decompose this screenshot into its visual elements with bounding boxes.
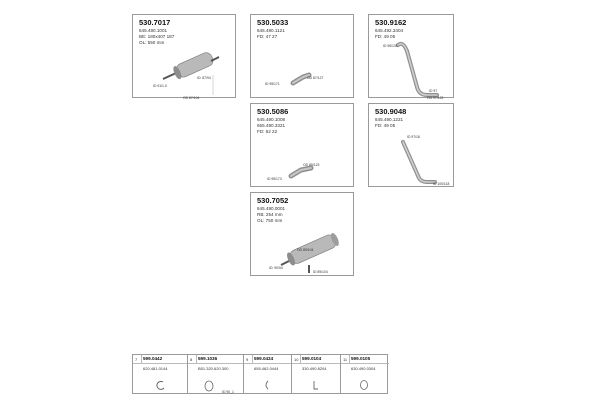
part-number: 645.492.3404 <box>375 28 404 33</box>
part-card-530-7017 <box>132 14 236 98</box>
part-code: 530.7052 <box>257 196 289 205</box>
accessory-cell <box>292 355 341 393</box>
part-label: ID 100/118 <box>433 182 450 186</box>
accessory-code: 599.1036 <box>198 356 218 361</box>
part-spec: FD: 62 22 <box>257 129 278 134</box>
part-card-530-7052 <box>250 192 354 276</box>
part-number: 645.490.1121 <box>257 28 285 33</box>
part-label: ID: 87/94 <box>197 76 211 80</box>
part-spec: BE: 180x407 187 <box>139 34 175 39</box>
part-code: 530.9162 <box>375 18 407 27</box>
part-label: OD 87/104 <box>183 96 200 99</box>
gasket-icon <box>292 355 341 395</box>
accessory-code: 599.0442 <box>143 356 163 361</box>
part-code: 530.7017 <box>139 18 171 27</box>
part-label: ID 95/171 <box>265 82 280 86</box>
part-number: 645.490.1221 <box>375 117 404 122</box>
accessory-cell <box>188 355 244 393</box>
accessory-code: 599.0104 <box>302 356 322 361</box>
bracket-icon <box>244 355 292 395</box>
accessory-ref: 655.462.0444 <box>254 366 279 371</box>
part-label: OD 89/123 <box>303 163 320 167</box>
part-label: ID 91/1.0 <box>153 84 167 88</box>
part-spec: FD: 47 27 <box>257 34 278 39</box>
part-label: ID 97 <box>429 89 438 93</box>
part-number: 645.490.1001 <box>139 28 168 33</box>
part-card-530-5086 <box>250 103 354 187</box>
ring-icon <box>341 355 389 395</box>
part-spec: RB: 254 mm <box>257 212 283 217</box>
accessory-code: 599.0105 <box>351 356 371 361</box>
part-label: ID: 90/94 <box>269 266 283 270</box>
part-spec: FD: 49 05 <box>375 34 396 39</box>
part-spec: FD: 49 05 <box>375 123 396 128</box>
accessory-index: 10 <box>294 356 299 362</box>
part-card-530-9162 <box>368 14 454 98</box>
part-number: 645.490.0001 <box>257 206 286 211</box>
accessory-ref: 630.490.0304 <box>351 366 376 371</box>
part-code: 530.9048 <box>375 107 407 116</box>
accessory-index: 8 <box>190 356 193 362</box>
part-number: 655.490.3321 <box>257 123 286 128</box>
part-card-530-5033 <box>250 14 354 98</box>
clamp-icon <box>133 355 188 395</box>
accessory-index: 7 <box>135 356 138 362</box>
accessory-ref: 330.490.8204 <box>302 366 327 371</box>
accessory-index: 9 <box>246 356 249 362</box>
part-label: ID 95/131 <box>383 44 398 48</box>
accessories-strip <box>132 354 388 394</box>
part-code: 530.5033 <box>257 18 289 27</box>
part-label: ID 89/104 <box>313 270 328 274</box>
accessory-cell <box>341 355 389 393</box>
accessory-ref: 620.481.0144 <box>143 366 168 371</box>
ring-icon <box>188 355 244 395</box>
accessory-ref: B51.320.620.300 <box>198 366 229 371</box>
part-label: OD 89/104 <box>297 248 314 252</box>
accessory-code: 599.0434 <box>254 356 274 361</box>
part-code: 530.5086 <box>257 107 289 116</box>
accessory-cell <box>244 355 292 393</box>
part-spec: OL: 550 mm <box>139 40 165 45</box>
part-label: OD 87/127 <box>307 76 324 80</box>
part-label: ID 95/173 <box>267 177 282 181</box>
part-label: ID 97/18 <box>407 135 420 139</box>
part-number: 645.490.1008 <box>257 117 286 122</box>
accessory-cell <box>133 355 188 393</box>
part-label: OD 97/122 <box>427 96 444 99</box>
part-spec: OL: 750 mm <box>257 218 283 223</box>
accessory-index: 11 <box>343 356 348 362</box>
part-card-530-9048 <box>368 103 454 187</box>
accessory-label: ID 90_1 <box>222 390 234 394</box>
